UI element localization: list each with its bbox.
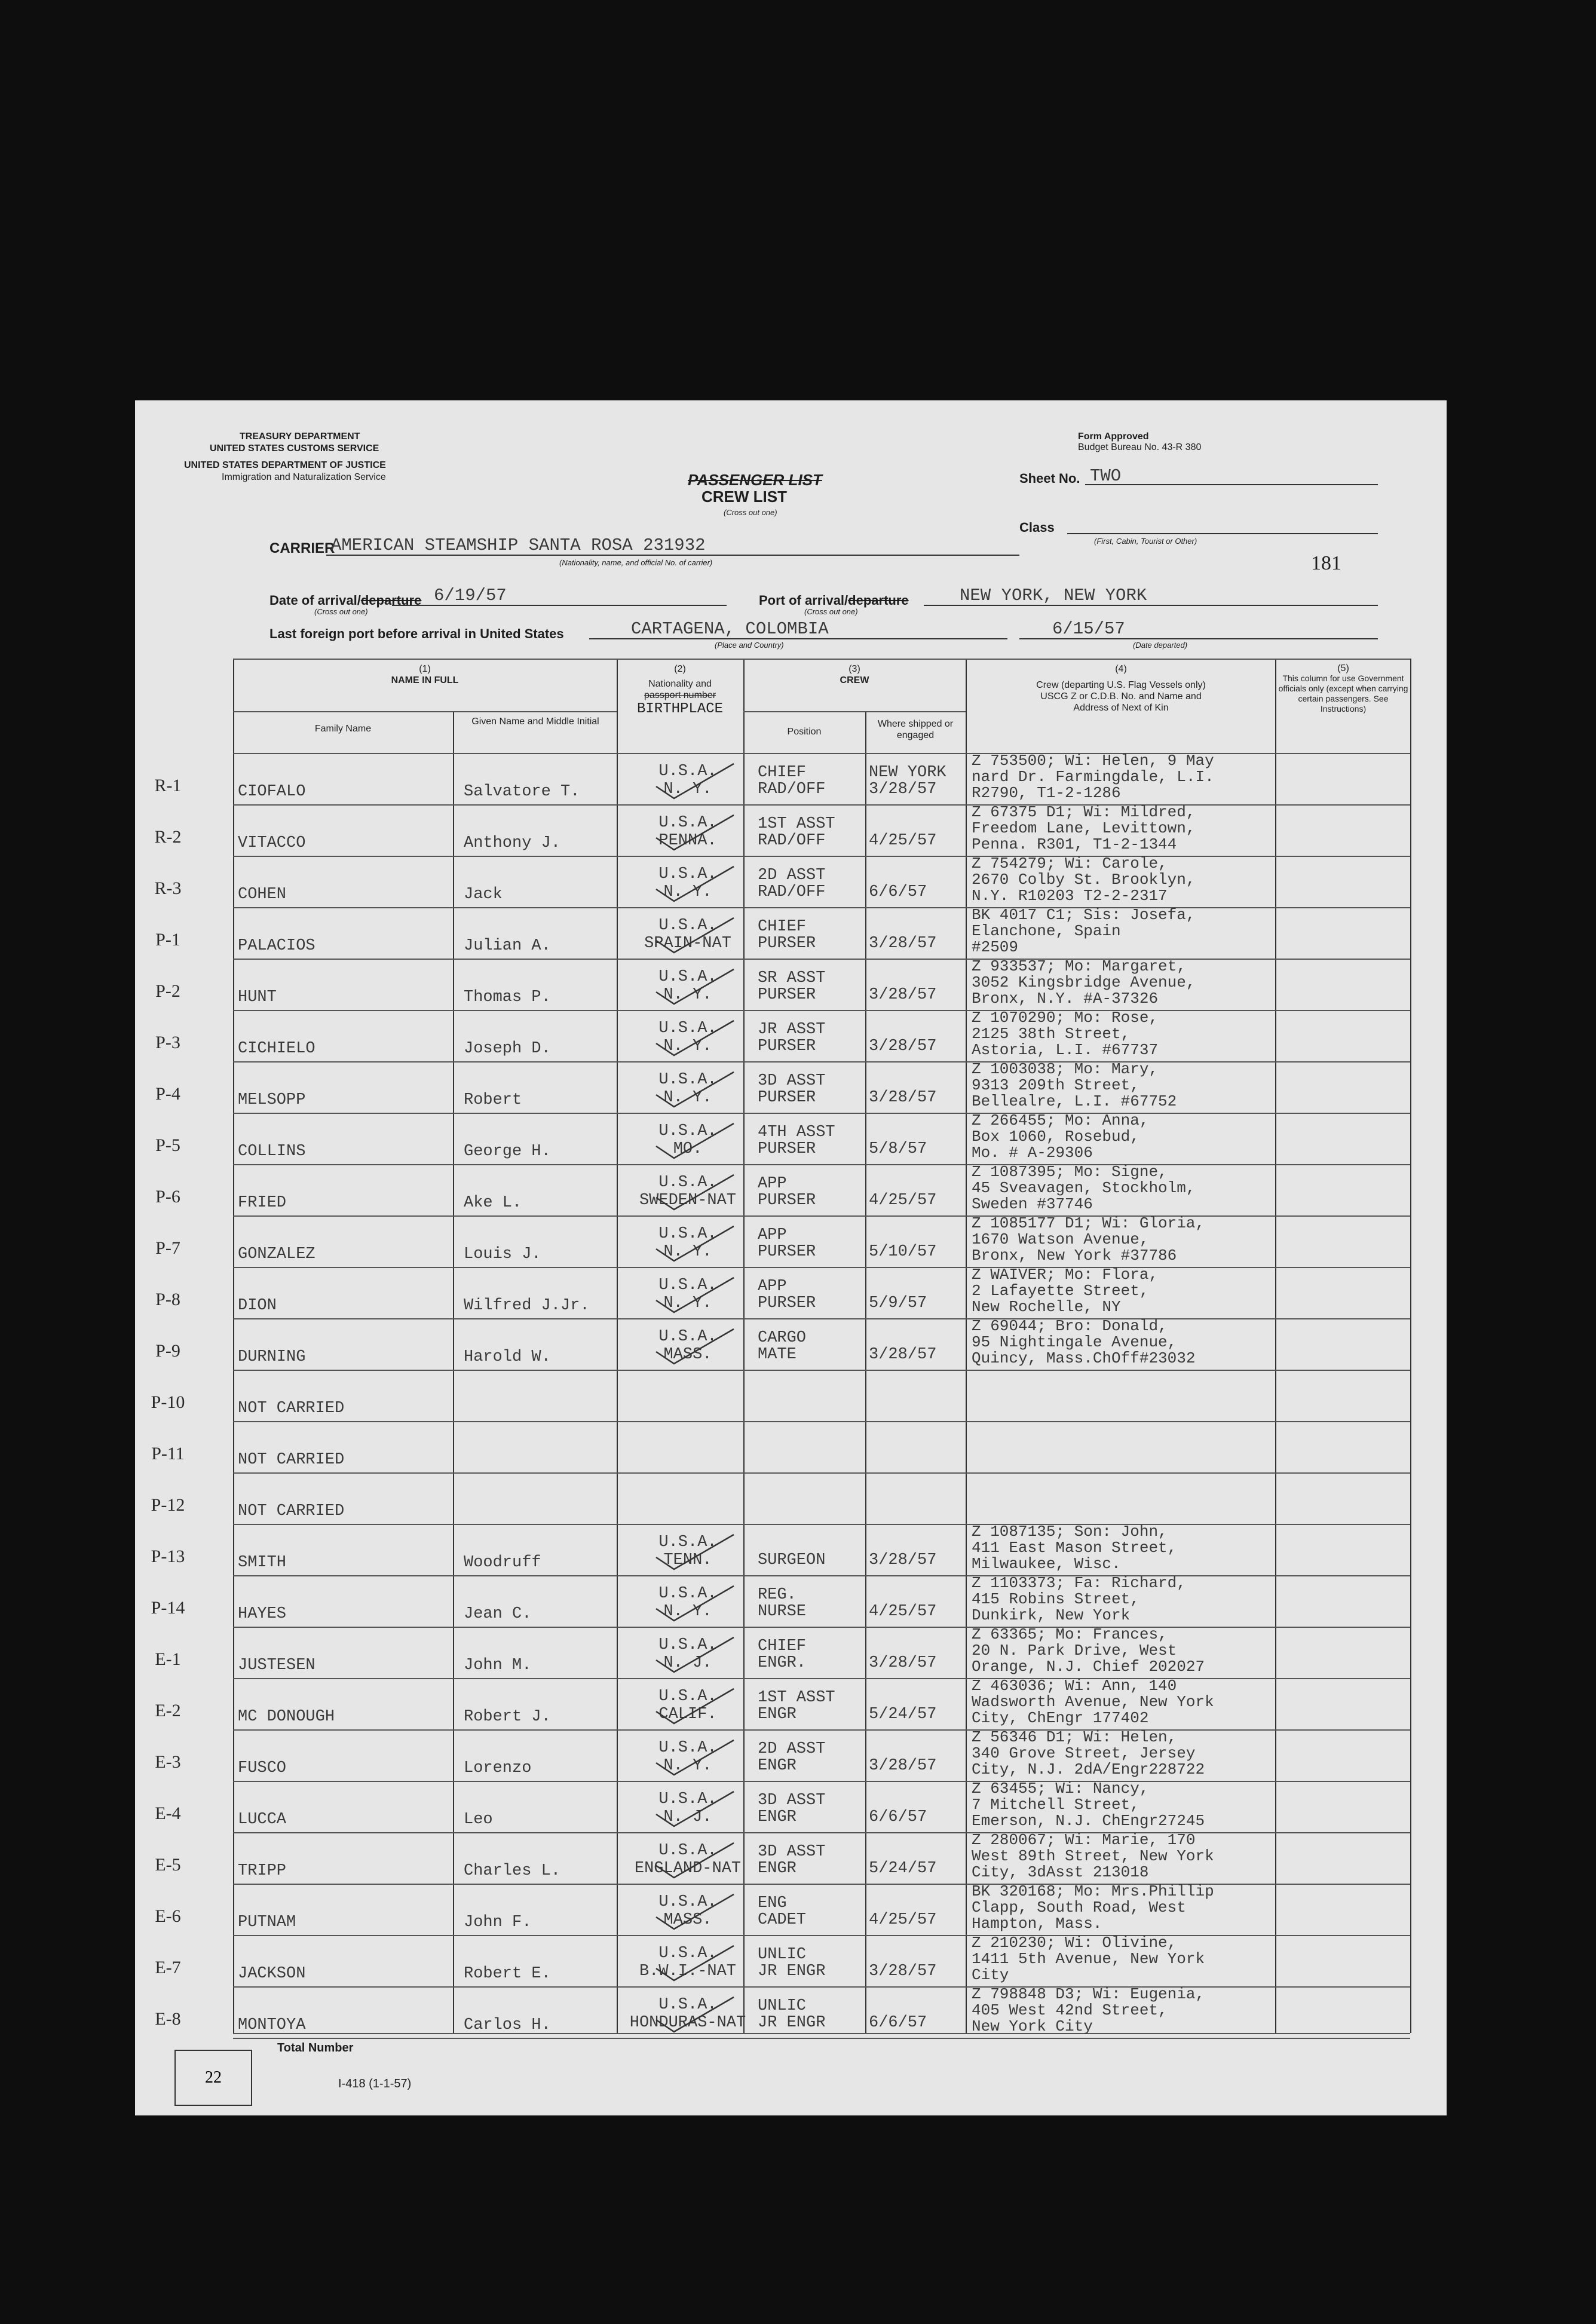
position-line1: CARGO bbox=[758, 1329, 807, 1347]
row-label: P-13 bbox=[151, 1547, 185, 1566]
given-name: Joseph D. bbox=[464, 1040, 551, 1058]
nationality: U.S.A. bbox=[658, 1688, 717, 1706]
family-name: COLLINS bbox=[238, 1143, 306, 1161]
nationality: U.S.A. bbox=[658, 1019, 717, 1037]
row-label: P-8 bbox=[155, 1290, 180, 1309]
position-line1: 2D ASST bbox=[758, 866, 826, 884]
next-of-kin: Z 1003038; Mo: Mary, 9313 209th Street, Bellealre, L.I. #67752 bbox=[972, 1060, 1177, 1110]
checkmark-icon bbox=[632, 1634, 740, 1676]
col3-header: (3) CREW bbox=[840, 664, 869, 685]
last-port-label: Last foreign port before arrival in United States bbox=[269, 626, 564, 641]
row-label: P-2 bbox=[155, 981, 180, 1001]
family-name: JUSTESEN bbox=[238, 1656, 315, 1674]
shipped-date: 3/28/57 bbox=[869, 935, 937, 953]
position-line1: 3D ASST bbox=[758, 1072, 826, 1090]
birthplace: MO. bbox=[673, 1140, 703, 1158]
shipped-date: 5/24/57 bbox=[869, 1860, 937, 1878]
shipped-date: 5/9/57 bbox=[869, 1294, 927, 1312]
nationality: U.S.A. bbox=[658, 1893, 717, 1911]
sheet-value: TWO bbox=[1090, 466, 1122, 486]
position-line2: PURSER bbox=[758, 1140, 816, 1158]
dept-treasury: TREASURY DEPARTMENT bbox=[240, 431, 360, 442]
family-name: JACKSON bbox=[238, 1965, 306, 1983]
table-row bbox=[135, 1061, 1447, 1113]
checkmark-icon bbox=[632, 1531, 740, 1573]
row-label: R-1 bbox=[154, 776, 182, 795]
carrier-hint: (Nationality, name, and official No. of carrier) bbox=[559, 558, 713, 567]
row-label: E-8 bbox=[155, 2009, 181, 2029]
shipped-date: 5/10/57 bbox=[869, 1243, 937, 1261]
given-name: Robert J. bbox=[464, 1708, 551, 1726]
family-name: MC DONOUGH bbox=[238, 1708, 335, 1726]
last-port-value: CARTAGENA, COLOMBIA bbox=[631, 619, 829, 639]
date-hint: (Cross out one) bbox=[314, 607, 368, 616]
family-name: COHEN bbox=[238, 886, 287, 904]
birthplace: SWEDEN-NAT bbox=[639, 1192, 737, 1210]
checkmark-icon bbox=[632, 1685, 740, 1727]
table-row bbox=[135, 1113, 1447, 1164]
position-line1: APP bbox=[758, 1278, 787, 1296]
position-line2: PURSER bbox=[758, 1089, 816, 1107]
next-of-kin: Z 280067; Wi: Marie, 170 West 89th Street, New York City, 3dAsst 213018 bbox=[972, 1831, 1214, 1881]
row-label: P-7 bbox=[155, 1238, 180, 1258]
next-of-kin: Z 69044; Bro: Donald, 95 Nightingale Avenue, Quincy, Mass.ChOff#23032 bbox=[972, 1317, 1196, 1367]
family-name: LUCCA bbox=[238, 1811, 287, 1829]
checkmark-icon bbox=[632, 1891, 740, 1933]
row-label: P-12 bbox=[151, 1495, 185, 1515]
birthplace: ENGLAND-NAT bbox=[634, 1860, 742, 1878]
family-name: VITACCO bbox=[238, 834, 306, 852]
given-name: Jean C. bbox=[464, 1605, 532, 1623]
birthplace: N. Y. bbox=[663, 1603, 712, 1621]
shipped-date: 3/28/57 bbox=[869, 1757, 937, 1775]
checkmark-icon bbox=[632, 1839, 740, 1881]
birthplace: TENN. bbox=[663, 1551, 712, 1569]
port-value: NEW YORK, NEW YORK bbox=[960, 586, 1147, 605]
row-label: E-2 bbox=[155, 1701, 181, 1720]
col-position: Position bbox=[787, 727, 822, 737]
crew-list-sheet bbox=[135, 400, 1447, 2115]
position-line1: UNLIC bbox=[758, 1997, 807, 2015]
shipped-date: 4/25/57 bbox=[869, 1911, 937, 1929]
nationality: U.S.A. bbox=[658, 1071, 717, 1089]
position-line1: APP bbox=[758, 1175, 787, 1193]
position-line1: CHIEF bbox=[758, 764, 807, 782]
checkmark-icon bbox=[632, 1171, 740, 1213]
family-name: TRIPP bbox=[238, 1862, 287, 1880]
checkmark-icon bbox=[632, 1582, 740, 1624]
family-name: HAYES bbox=[238, 1605, 287, 1623]
nationality: U.S.A. bbox=[658, 1739, 717, 1757]
title-crew-list: CREW LIST bbox=[701, 488, 787, 506]
departed-value: 6/15/57 bbox=[1052, 619, 1125, 639]
page-number: 181 bbox=[1311, 552, 1341, 574]
given-name: Robert E. bbox=[464, 1965, 551, 1983]
shipped-date: 3/28/57 bbox=[869, 986, 937, 1004]
position-line2: ENGR bbox=[758, 1808, 797, 1826]
birthplace: N. Y. bbox=[663, 883, 712, 901]
row-label: E-1 bbox=[155, 1649, 181, 1669]
nationality: U.S.A. bbox=[658, 1225, 717, 1243]
table-row bbox=[135, 1164, 1447, 1215]
given-name: John F. bbox=[464, 1913, 532, 1931]
position-line2: MATE bbox=[758, 1346, 797, 1364]
table-row bbox=[135, 1524, 1447, 1575]
position-line2: RAD/OFF bbox=[758, 883, 826, 901]
row-label: P-10 bbox=[151, 1392, 185, 1412]
birthplace: PENNA. bbox=[658, 832, 717, 850]
position-line1: 1ST ASST bbox=[758, 1689, 835, 1707]
position-line1: ENG bbox=[758, 1894, 787, 1912]
title-passenger-list: PASSENGER LIST bbox=[688, 471, 822, 489]
shipped-date: 4/25/57 bbox=[869, 832, 937, 850]
table-row bbox=[135, 1832, 1447, 1884]
given-name: Wilfred J.Jr. bbox=[464, 1297, 590, 1315]
nationality: U.S.A. bbox=[658, 1585, 717, 1603]
table-row bbox=[135, 1318, 1447, 1370]
sheet-label: Sheet No. bbox=[1019, 471, 1080, 486]
shipped-date: 4/25/57 bbox=[869, 1192, 937, 1210]
form-approved: Form Approved bbox=[1078, 431, 1149, 442]
given-name: Julian A. bbox=[464, 937, 551, 955]
position-line1: 3D ASST bbox=[758, 1843, 826, 1861]
birthplace: B.W.I.-NAT bbox=[639, 1962, 737, 1980]
position-line2: NURSE bbox=[758, 1603, 807, 1621]
row-label: P-4 bbox=[155, 1084, 180, 1104]
next-of-kin: Z 1087135; Son: John, 411 East Mason Street, Milwaukee, Wisc. bbox=[972, 1523, 1177, 1573]
given-name: George H. bbox=[464, 1143, 551, 1161]
next-of-kin: Z 266455; Mo: Anna, Box 1060, Rosebud, Mo. # A-29306 bbox=[972, 1112, 1149, 1162]
nationality: U.S.A. bbox=[658, 917, 717, 935]
nationality: U.S.A. bbox=[658, 763, 717, 780]
next-of-kin: Z 754279; Wi: Carole, 2670 Colby St. Brooklyn, N.Y. R10203 T2-2-2317 bbox=[972, 855, 1196, 905]
table-row bbox=[135, 804, 1447, 856]
family-name: GONZALEZ bbox=[238, 1245, 315, 1263]
birthplace: SPAIN-NAT bbox=[644, 935, 731, 953]
given-name: Thomas P. bbox=[464, 988, 551, 1006]
birthplace: N. Y. bbox=[663, 986, 712, 1004]
table-row bbox=[135, 1986, 1447, 2038]
birthplace: N. Y. bbox=[663, 780, 712, 798]
family-name: PALACIOS bbox=[238, 937, 315, 955]
family-name: MONTOYA bbox=[238, 2016, 306, 2034]
next-of-kin: BK 320168; Mo: Mrs.Phillip Clapp, South Road, West Hampton, Mass. bbox=[972, 1882, 1214, 1933]
next-of-kin: Z 67375 D1; Wi: Mildred, Freedom Lane, Levittown, Penna. R301, T1-2-1344 bbox=[972, 803, 1196, 853]
table-row bbox=[135, 1627, 1447, 1678]
given-name: Leo bbox=[464, 1811, 493, 1829]
given-name: Robert bbox=[464, 1091, 522, 1109]
form-number: I-418 (1-1-57) bbox=[338, 2077, 412, 2090]
dept-customs: UNITED STATES CUSTOMS SERVICE bbox=[210, 443, 379, 454]
checkmark-icon bbox=[632, 966, 740, 1008]
next-of-kin: Z 1103373; Fa: Richard, 415 Robins Street, Dunkirk, New York bbox=[972, 1574, 1186, 1624]
shipped-date: 5/24/57 bbox=[869, 1706, 937, 1723]
next-of-kin: Z 753500; Wi: Helen, 9 May nard Dr. Farmingdale, L.I. R2790, T1-2-1286 bbox=[972, 752, 1214, 802]
family-name: FRIED bbox=[238, 1194, 287, 1212]
departed-hint: (Date departed) bbox=[1133, 641, 1188, 650]
nationality: U.S.A. bbox=[658, 968, 717, 986]
position-line1: JR ASST bbox=[758, 1021, 826, 1039]
port-label: Port of arrival/departure bbox=[759, 593, 909, 608]
position-line1: 2D ASST bbox=[758, 1740, 826, 1758]
table-row bbox=[135, 1729, 1447, 1781]
position-line1: CHIEF bbox=[758, 1637, 807, 1655]
shipped-date: 5/8/57 bbox=[869, 1140, 927, 1158]
given-name: Woodruff bbox=[464, 1554, 541, 1572]
shipped-date: 3/28/57 bbox=[869, 1654, 937, 1672]
position-line2: ENGR. bbox=[758, 1654, 807, 1672]
position-line1: 1ST ASST bbox=[758, 815, 835, 833]
table-row bbox=[135, 959, 1447, 1010]
shipped-date: 4/25/57 bbox=[869, 1603, 937, 1621]
birthplace: N. Y. bbox=[663, 1089, 712, 1107]
position-line2: PURSER bbox=[758, 986, 816, 1004]
given-name: Anthony J. bbox=[464, 834, 561, 852]
birthplace: N. Y. bbox=[663, 1757, 712, 1775]
checkmark-icon bbox=[632, 812, 740, 853]
row-label: E-3 bbox=[155, 1752, 181, 1772]
row-label: E-7 bbox=[155, 1958, 181, 1977]
nationality: U.S.A. bbox=[658, 1533, 717, 1551]
family-name: CIOFALO bbox=[238, 783, 306, 801]
checkmark-icon bbox=[632, 1325, 740, 1367]
checkmark-icon bbox=[632, 863, 740, 905]
family-name: DION bbox=[238, 1297, 277, 1315]
family-name: NOT CARRIED bbox=[238, 1451, 345, 1469]
nationality: U.S.A. bbox=[658, 1276, 717, 1294]
position-line1: 3D ASST bbox=[758, 1792, 826, 1809]
checkmark-icon bbox=[632, 1017, 740, 1059]
position-line2: PURSER bbox=[758, 1192, 816, 1210]
nationality: U.S.A. bbox=[658, 1945, 717, 1962]
checkmark-icon bbox=[632, 1942, 740, 1984]
next-of-kin: BK 4017 C1; Sis: Josefa, Elanchone, Spain #2509 bbox=[972, 906, 1196, 956]
row-label: P-5 bbox=[155, 1135, 180, 1155]
given-name: Jack bbox=[464, 886, 503, 904]
carrier-value: AMERICAN STEAMSHIP SANTA ROSA 231932 bbox=[331, 535, 706, 555]
given-name: Carlos H. bbox=[464, 2016, 551, 2034]
checkmark-icon bbox=[632, 1274, 740, 1316]
checkmark-icon bbox=[632, 1994, 740, 2035]
family-name: SMITH bbox=[238, 1554, 287, 1572]
nationality: U.S.A. bbox=[658, 1636, 717, 1654]
family-name: DURNING bbox=[238, 1348, 306, 1366]
row-label: E-6 bbox=[155, 1906, 181, 1926]
nationality: U.S.A. bbox=[658, 1328, 717, 1346]
class-label: Class bbox=[1019, 520, 1055, 535]
position-line2: PURSER bbox=[758, 935, 816, 953]
title-cross-out: (Cross out one) bbox=[724, 508, 777, 517]
nationality: U.S.A. bbox=[658, 1174, 717, 1192]
birthplace: N. J. bbox=[663, 1808, 712, 1826]
table-row bbox=[135, 1421, 1447, 1472]
birthplace: N. Y. bbox=[663, 1243, 712, 1261]
position-line2: ENGR bbox=[758, 1706, 797, 1723]
last-port-hint: (Place and Country) bbox=[715, 641, 784, 650]
position-line2: JR ENGR bbox=[758, 2014, 826, 2032]
total-label: Total Number bbox=[277, 2041, 354, 2054]
total-number-box: 22 bbox=[174, 2050, 252, 2106]
next-of-kin: Z 63455; Wi: Nancy, 7 Mitchell Street, Emerson, N.J. ChEngr27245 bbox=[972, 1780, 1205, 1830]
given-name: Louis J. bbox=[464, 1245, 541, 1263]
shipped-date: 3/28/57 bbox=[869, 1962, 937, 1980]
row-label: E-5 bbox=[155, 1855, 181, 1875]
given-name: Harold W. bbox=[464, 1348, 551, 1366]
position-line2: CADET bbox=[758, 1911, 807, 1929]
shipped-date: 6/6/57 bbox=[869, 2014, 927, 2032]
col4-header: (4) Crew (departing U.S. Flag Vessels only) USCG Z or C.D.B. No. and Name and Address of Next of Kin bbox=[1036, 664, 1206, 713]
dept-justice: UNITED STATES DEPARTMENT OF JUSTICE bbox=[184, 460, 386, 470]
checkmark-icon bbox=[632, 1223, 740, 1264]
next-of-kin: Z 463036; Wi: Ann, 140 Wadsworth Avenue, New York City, ChEngr 177402 bbox=[972, 1677, 1214, 1727]
family-name: NOT CARRIED bbox=[238, 1502, 345, 1520]
date-value: 6/19/57 bbox=[434, 586, 507, 605]
col-where-shipped: Where shipped or engaged bbox=[877, 719, 954, 740]
date-label: Date of arrival/departure bbox=[269, 593, 422, 608]
table-row bbox=[135, 907, 1447, 959]
next-of-kin: Z 1085177 D1; Wi: Gloria, 1670 Watson Avenue, Bronx, New York #37786 bbox=[972, 1214, 1205, 1264]
next-of-kin: Z 933537; Mo: Margaret, 3052 Kingsbridge Avenue, Bronx, N.Y. #A-37326 bbox=[972, 957, 1196, 1008]
position-line2: JR ENGR bbox=[758, 1962, 826, 1980]
nationality: U.S.A. bbox=[658, 865, 717, 883]
dept-ins: Immigration and Naturalization Service bbox=[222, 472, 386, 482]
col5-header: (5) This column for use Government officials only (except when carrying certain passengers. See Instructions) bbox=[1278, 663, 1408, 714]
row-label: P-11 bbox=[151, 1444, 185, 1463]
family-name: NOT CARRIED bbox=[238, 1400, 345, 1417]
family-name: CICHIELO bbox=[238, 1040, 315, 1058]
next-of-kin: Z WAIVER; Mo: Flora, 2 Lafayette Street, New Rochelle, NY bbox=[972, 1266, 1159, 1316]
nationality: U.S.A. bbox=[658, 1842, 717, 1860]
table-row bbox=[135, 856, 1447, 907]
position-line2: ENGR bbox=[758, 1757, 797, 1775]
class-hint: (First, Cabin, Tourist or Other) bbox=[1094, 537, 1197, 546]
given-name: Salvatore T. bbox=[464, 783, 580, 801]
table-row bbox=[135, 1575, 1447, 1627]
budget-bureau: Budget Bureau No. 43-R 380 bbox=[1078, 442, 1202, 452]
shipped-date: 3/28/57 bbox=[869, 1551, 937, 1569]
birthplace: N. J. bbox=[663, 1654, 712, 1672]
col-family-name: Family Name bbox=[314, 724, 372, 734]
next-of-kin: Z 63365; Mo: Frances, 20 N. Park Drive, West Orange, N.J. Chief 202027 bbox=[972, 1625, 1205, 1676]
position-line1: REG. bbox=[758, 1586, 797, 1604]
given-name: Charles L. bbox=[464, 1862, 561, 1880]
port-hint: (Cross out one) bbox=[804, 607, 858, 616]
birthplace: N. Y. bbox=[663, 1037, 712, 1055]
col1-header: (1) NAME IN FULL bbox=[391, 664, 459, 685]
next-of-kin: Z 798848 D3; Wi: Eugenia, 405 West 42nd Street, New York City bbox=[972, 1985, 1205, 2035]
shipped-place: NEW YORK bbox=[869, 764, 946, 782]
row-label: P-3 bbox=[155, 1033, 180, 1052]
col-given-name: Given Name and Middle Initial bbox=[471, 717, 599, 727]
shipped-date: 3/28/57 bbox=[869, 1037, 937, 1055]
position-line2: ENGR bbox=[758, 1860, 797, 1878]
birthplace: MASS. bbox=[663, 1346, 712, 1364]
family-name: FUSCO bbox=[238, 1759, 287, 1777]
nationality: U.S.A. bbox=[658, 814, 717, 832]
table-row bbox=[135, 1010, 1447, 1061]
checkmark-icon bbox=[632, 1737, 740, 1778]
carrier-label: CARRIER bbox=[269, 540, 335, 556]
table-row bbox=[135, 1678, 1447, 1729]
row-label: P-1 bbox=[155, 930, 180, 950]
given-name: Ake L. bbox=[464, 1194, 522, 1212]
table-row bbox=[135, 1472, 1447, 1524]
shipped-date: 3/28/57 bbox=[869, 1089, 937, 1107]
checkmark-icon bbox=[632, 914, 740, 956]
table-row bbox=[135, 1781, 1447, 1832]
table-row bbox=[135, 1935, 1447, 1986]
birthplace: N. Y. bbox=[663, 1294, 712, 1312]
given-name: John M. bbox=[464, 1656, 532, 1674]
birthplace: HONDURAS-NAT bbox=[629, 2014, 746, 2032]
table-row bbox=[135, 1267, 1447, 1318]
family-name: HUNT bbox=[238, 988, 277, 1006]
position-line1: APP bbox=[758, 1226, 787, 1244]
col2-header: (2) Nationality and passport number BIRTHPLACE bbox=[636, 664, 724, 717]
checkmark-icon bbox=[632, 1120, 740, 1162]
next-of-kin: Z 1087395; Mo: Signe, 45 Sveavagen, Stockholm, Sweden #37746 bbox=[972, 1163, 1196, 1213]
table-row bbox=[135, 1884, 1447, 1935]
table-row bbox=[135, 1215, 1447, 1267]
checkmark-icon bbox=[632, 1068, 740, 1110]
position-line1: 4TH ASST bbox=[758, 1123, 835, 1141]
given-name: Lorenzo bbox=[464, 1759, 532, 1777]
position-line1: CHIEF bbox=[758, 918, 807, 936]
shipped-date: 6/6/57 bbox=[869, 1808, 927, 1826]
nationality: U.S.A. bbox=[658, 1790, 717, 1808]
position-line2: RAD/OFF bbox=[758, 832, 826, 850]
next-of-kin: Z 56346 D1; Wi: Helen, 340 Grove Street, Jersey City, N.J. 2dA/Engr228722 bbox=[972, 1728, 1205, 1778]
table-row bbox=[135, 1370, 1447, 1421]
birthplace: MASS. bbox=[663, 1911, 712, 1929]
shipped-date: 3/28/57 bbox=[869, 1346, 937, 1364]
next-of-kin: Z 210230; Wi: Olivine, 1411 5th Avenue, New York City bbox=[972, 1934, 1205, 1984]
position-line1: UNLIC bbox=[758, 1946, 807, 1964]
row-label: P-6 bbox=[155, 1187, 180, 1207]
table-row bbox=[135, 753, 1447, 804]
position-line2: PURSER bbox=[758, 1243, 816, 1261]
family-name: PUTNAM bbox=[238, 1913, 296, 1931]
row-label: R-3 bbox=[154, 878, 182, 898]
family-name: MELSOPP bbox=[238, 1091, 306, 1109]
position-line2: PURSER bbox=[758, 1294, 816, 1312]
checkmark-icon bbox=[632, 1788, 740, 1830]
row-label: E-4 bbox=[155, 1804, 181, 1823]
checkmark-icon bbox=[632, 760, 740, 802]
position-line1: SR ASST bbox=[758, 969, 826, 987]
nationality: U.S.A. bbox=[658, 1122, 717, 1140]
shipped-date: 6/6/57 bbox=[869, 883, 927, 901]
next-of-kin: Z 1070290; Mo: Rose, 2125 38th Street, Astoria, L.I. #67737 bbox=[972, 1009, 1159, 1059]
position-line2: SURGEON bbox=[758, 1551, 826, 1569]
birthplace: CALIF. bbox=[658, 1706, 717, 1723]
nationality: U.S.A. bbox=[658, 1996, 717, 2014]
shipped-date: 3/28/57 bbox=[869, 780, 937, 798]
row-label: R-2 bbox=[154, 827, 182, 847]
row-label: P-9 bbox=[155, 1341, 180, 1361]
position-line2: RAD/OFF bbox=[758, 780, 826, 798]
row-label: P-14 bbox=[151, 1598, 185, 1618]
position-line2: PURSER bbox=[758, 1037, 816, 1055]
